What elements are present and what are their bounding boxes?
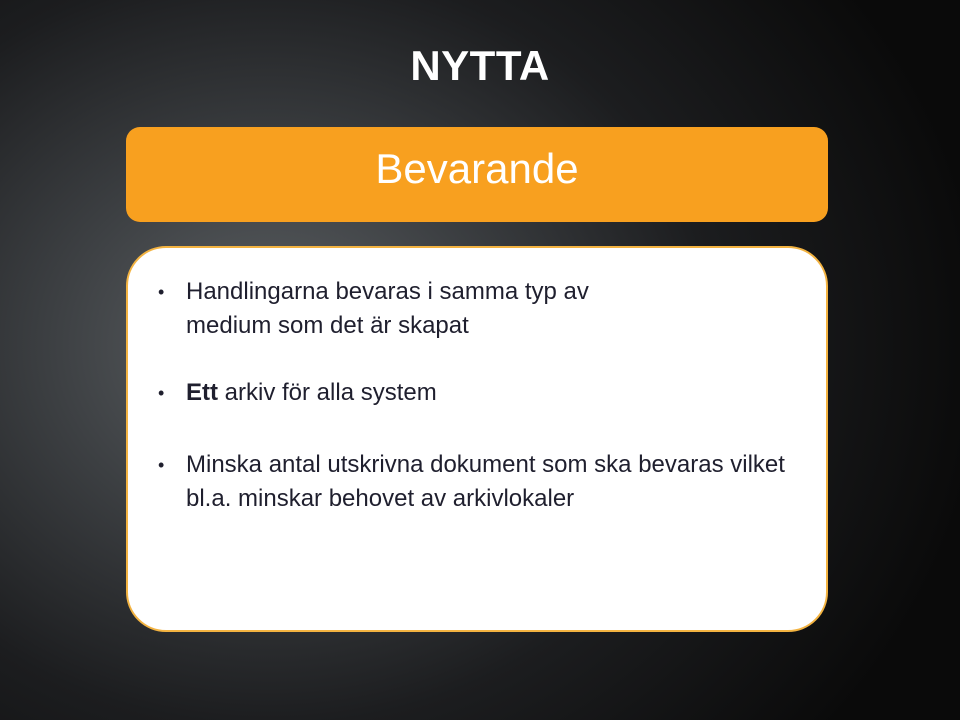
bullet-item <box>158 275 606 343</box>
slide-title: NYTTA <box>410 42 550 89</box>
bullet-item <box>158 376 806 410</box>
bullet-text: Minska antal utskrivna dokument som ska bevaras vilket bl.a. minskar behovet av arkivlokaler <box>186 451 785 512</box>
bullet-dot-icon: • <box>158 282 165 302</box>
bullet-bold-text: Ett <box>186 379 218 406</box>
bullet-text: arkiv för alla system <box>218 379 437 406</box>
content-box <box>126 246 828 632</box>
bullet-dot-icon: • <box>158 383 165 403</box>
bullet-text: Handlingarna bevaras i samma typ av medium som det är skapat <box>186 278 589 339</box>
header-box <box>126 127 828 222</box>
bullet-dot-icon: • <box>158 455 165 475</box>
header-text: Bevarande <box>375 145 579 192</box>
bullet-item <box>158 448 826 516</box>
